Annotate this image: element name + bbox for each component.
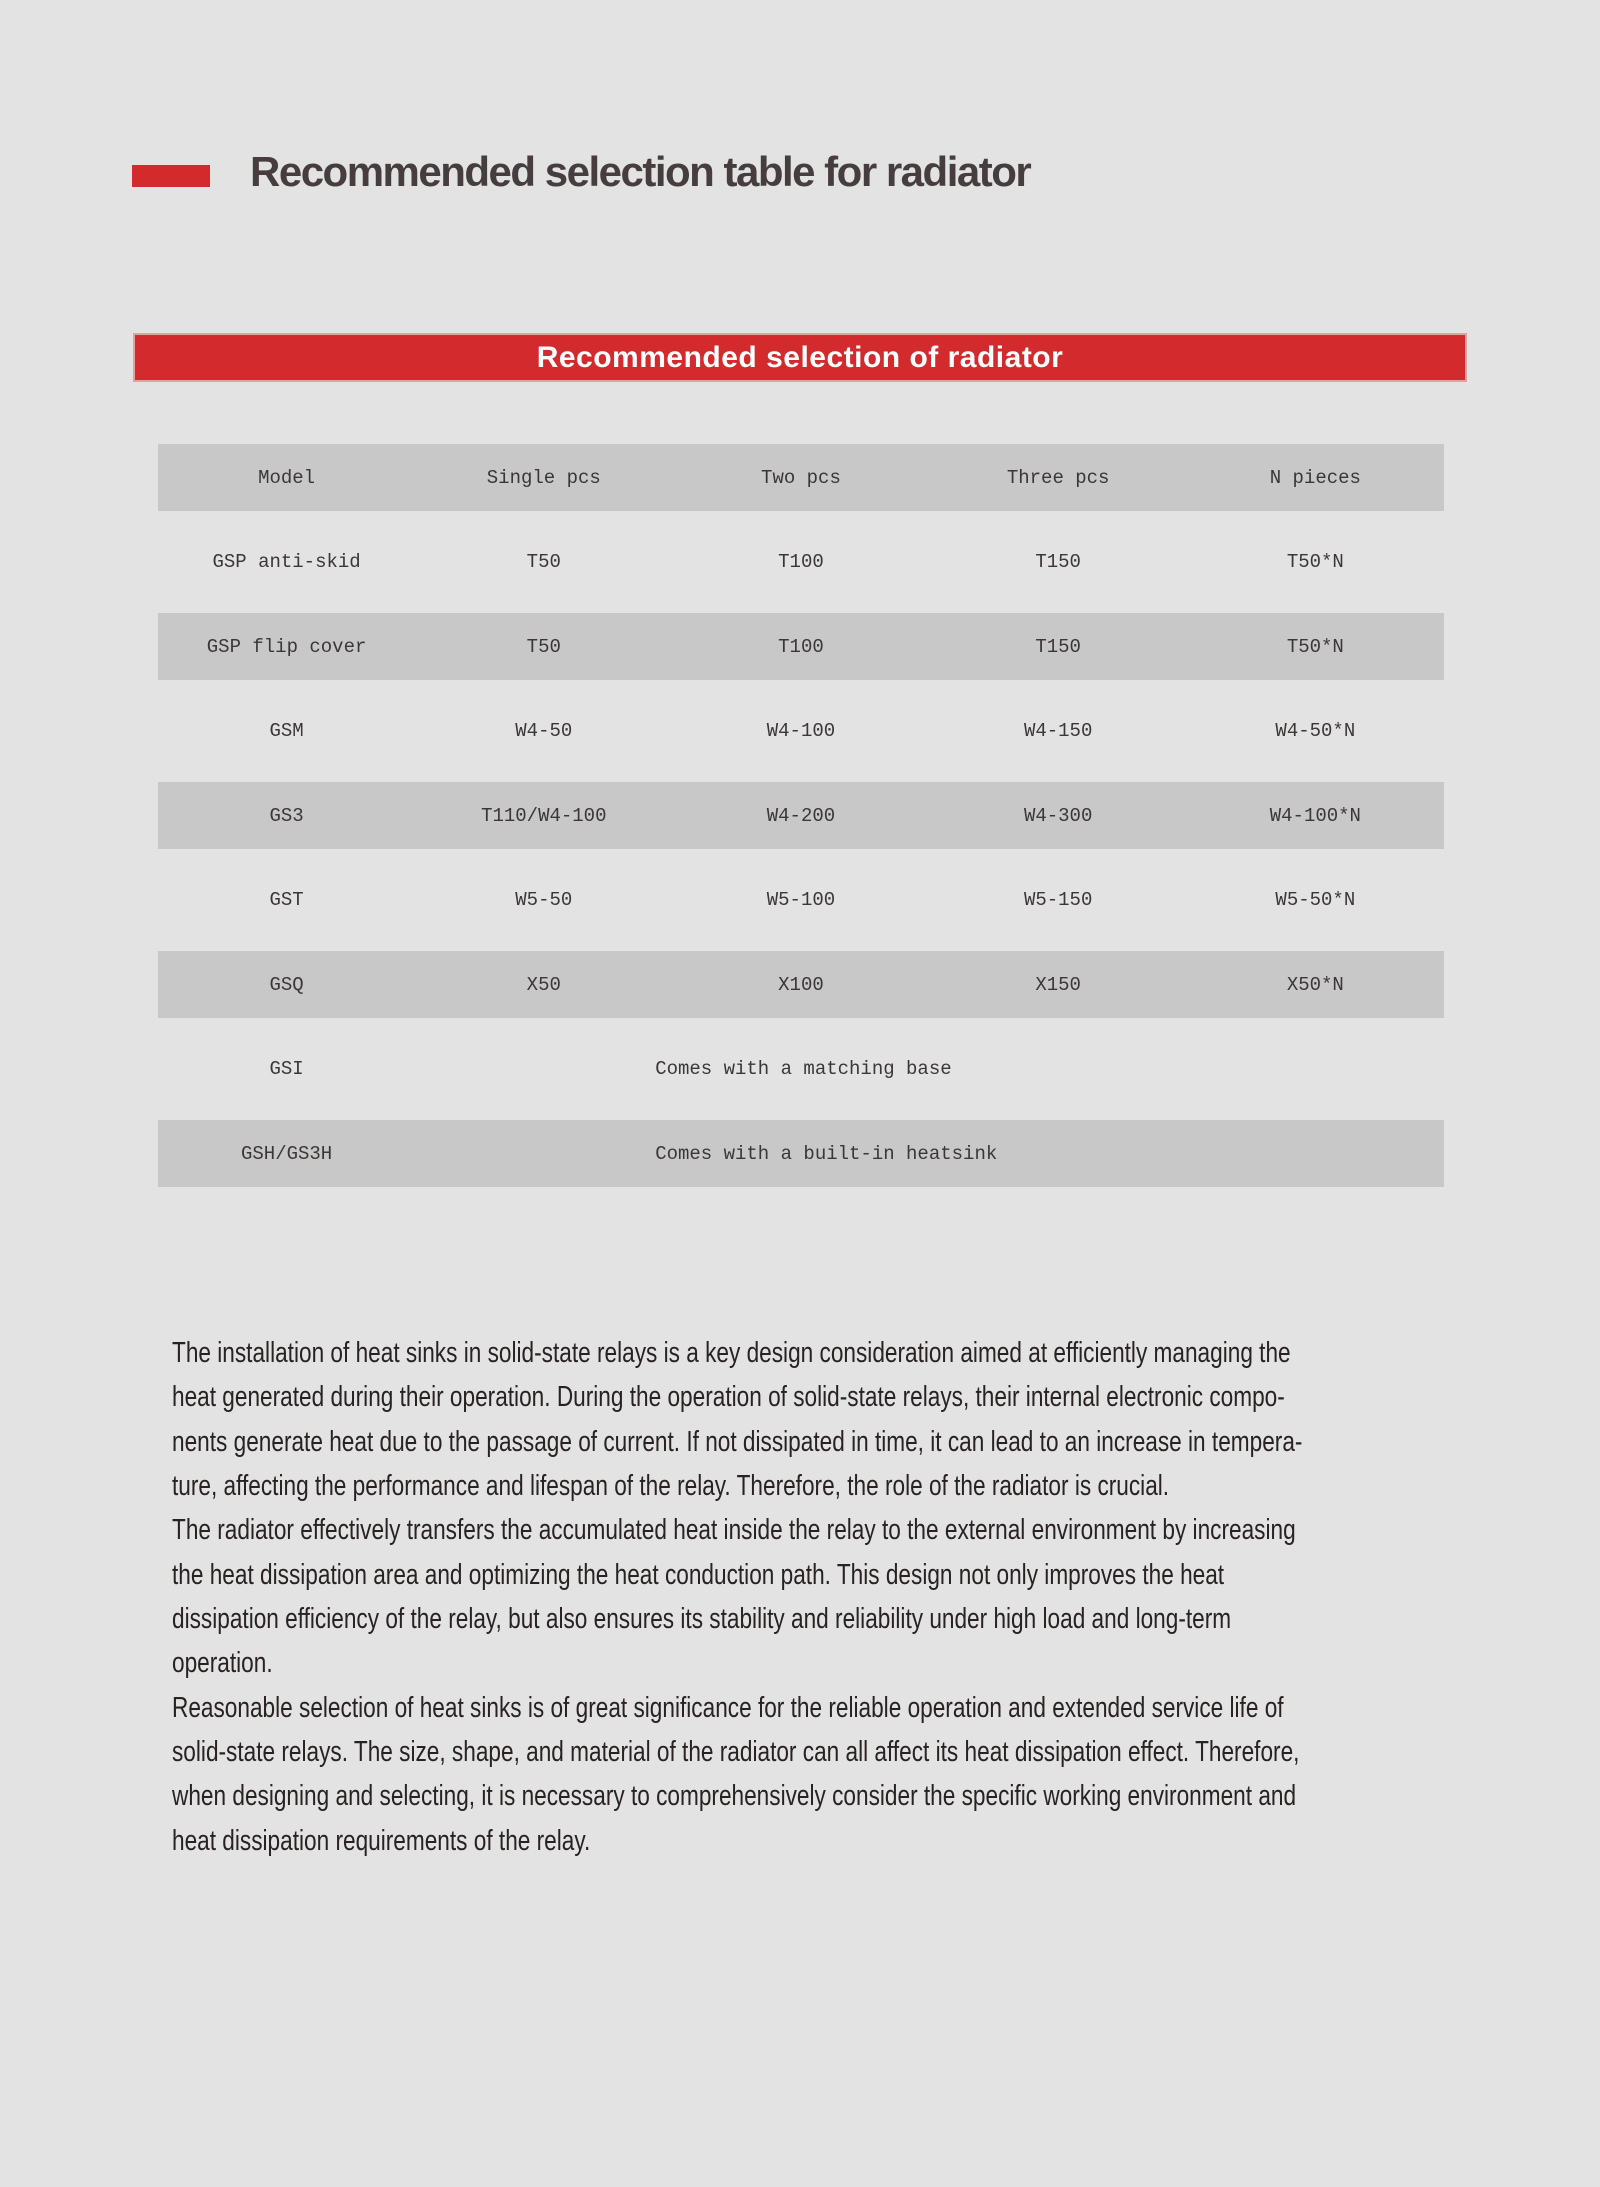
value-cell: T50*N <box>1286 635 1344 658</box>
note-cell: Comes with a matching base <box>655 1058 952 1080</box>
value-cell: T150 <box>1035 635 1081 658</box>
value-cell: W4-50*N <box>1275 720 1356 742</box>
body-line: heat generated during their operation. During the operation of solid-state relays, their internal electronic compo- <box>172 1381 1285 1414</box>
value-cell: W5-50*N <box>1275 889 1356 911</box>
model-cell: GSH/GS3H <box>240 1142 333 1165</box>
note-cell: Comes with a built-in heatsink <box>655 1142 998 1165</box>
value-cell: X100 <box>778 973 824 996</box>
value-cell: W4-150 <box>1023 720 1093 742</box>
model-cell: GSI <box>269 1058 304 1080</box>
value-cell: W4-200 <box>766 804 836 827</box>
model-cell: GSQ <box>269 973 304 996</box>
header-cell-n-pieces: N pieces <box>1269 466 1361 489</box>
body-line: the heat dissipation area and optimizing the heat conduction path. This design not only improves the heat <box>172 1558 1225 1591</box>
body-line: heat dissipation requirements of the relay. <box>172 1824 591 1857</box>
model-cell: GS3 <box>269 804 304 827</box>
table-row-gs3 <box>158 782 1444 849</box>
model-cell: GSP anti-skid <box>212 551 361 573</box>
table-row-gst <box>158 849 1444 951</box>
value-cell: W5-150 <box>1023 889 1093 911</box>
title-red-marker <box>132 165 210 187</box>
value-cell: T110/W4-100 <box>481 804 607 827</box>
value-cell: W4-100*N <box>1269 804 1361 827</box>
section-banner-label: Recommended selection of radiator <box>536 340 1064 374</box>
body-line: dissipation efficiency of the relay, but also ensures its stability and reliability under high load and long-term <box>172 1602 1232 1635</box>
table-header-row <box>158 444 1444 511</box>
header-cell-two-pcs: Two pcs <box>761 466 841 489</box>
table-row-gsi <box>158 1018 1444 1120</box>
value-cell: T100 <box>778 635 824 658</box>
body-line: Reasonable selection of heat sinks is of great significance for the reliable operation and extended service life of <box>172 1691 1284 1724</box>
section-banner <box>133 333 1467 382</box>
value-cell: W5-50 <box>515 889 573 911</box>
header-cell-three-pcs: Three pcs <box>1006 466 1110 489</box>
radiator-selection-table <box>158 444 1444 1187</box>
value-cell: W4-100 <box>766 720 836 742</box>
body-line: The installation of heat sinks in solid-state relays is a key design consideration aimed at efficiently managing the <box>172 1337 1291 1369</box>
table-row-gsh-gs3h <box>158 1120 1444 1187</box>
value-cell: T150 <box>1035 551 1081 573</box>
value-cell: X50*N <box>1286 973 1344 996</box>
model-cell: GSP flip cover <box>206 635 367 658</box>
description-text <box>172 1331 1600 1863</box>
value-cell: T50 <box>526 551 561 573</box>
value-cell: X150 <box>1035 973 1081 996</box>
header-cell-model: Model <box>258 466 316 489</box>
model-cell: GSM <box>269 720 304 742</box>
value-cell: T50 <box>526 635 561 658</box>
value-cell: W4-50 <box>515 720 573 742</box>
header-cell-single-pcs: Single pcs <box>486 466 601 489</box>
model-cell: GST <box>269 889 304 911</box>
value-cell: X50 <box>526 973 561 996</box>
value-cell: W5-100 <box>766 889 836 911</box>
body-line: ture, affecting the performance and lifespan of the relay. Therefore, the role of the radiator is crucial. <box>172 1469 1170 1502</box>
value-cell: T100 <box>778 551 824 573</box>
body-line: when designing and selecting, it is necessary to comprehensively consider the specific working environment and <box>172 1780 1297 1813</box>
table-row-gsm <box>158 680 1444 782</box>
table-row-gsp-flip-cover <box>158 613 1444 680</box>
table-row-gsp-anti-skid <box>158 511 1444 613</box>
body-line: solid-state relays. The size, shape, and material of the radiator can all affect its heat dissipation effect. Therefore, <box>172 1735 1300 1768</box>
body-line: The radiator effectively transfers the accumulated heat inside the relay to the external environment by increasing <box>172 1514 1296 1547</box>
value-cell: W4-300 <box>1023 804 1093 827</box>
body-line: operation. <box>172 1647 273 1680</box>
value-cell: T50*N <box>1286 551 1344 573</box>
page-title: Recommended selection table for radiator <box>250 148 1031 195</box>
table-row-gsq <box>158 951 1444 1018</box>
body-line: nents generate heat due to the passage of current. If not dissipated in time, it can lead to an increase in tempera- <box>172 1425 1303 1458</box>
